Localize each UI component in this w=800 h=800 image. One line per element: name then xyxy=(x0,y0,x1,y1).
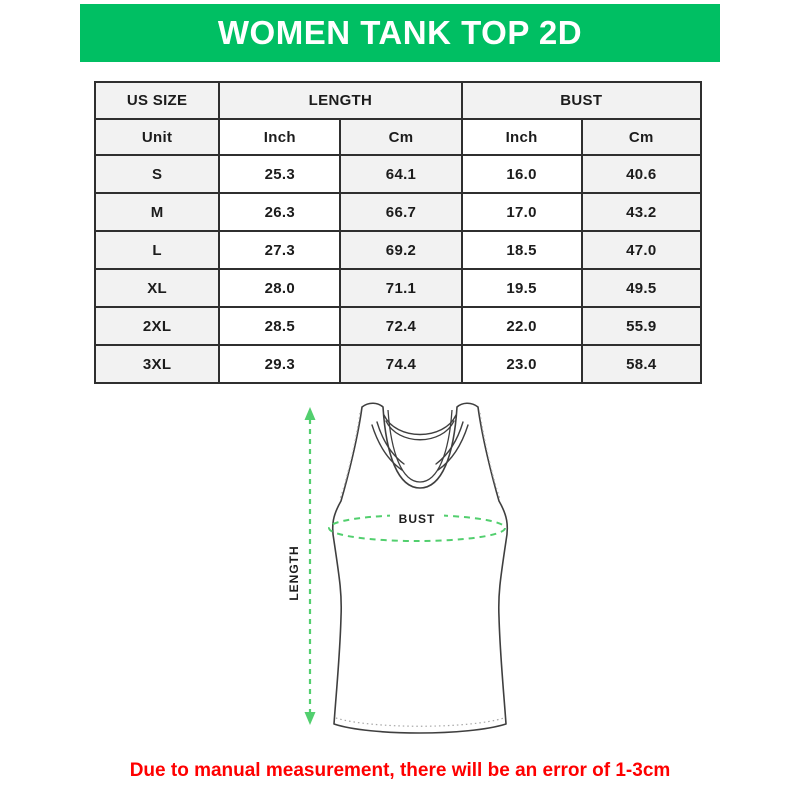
arrow-up-icon xyxy=(305,407,316,420)
size-value: 3XL xyxy=(95,345,219,383)
bust-cm-value: 58.4 xyxy=(582,345,701,383)
bust-cm-value: 49.5 xyxy=(582,269,701,307)
bust-inch-value: 22.0 xyxy=(462,307,582,345)
length-measure-line xyxy=(305,407,316,725)
length-cm-value: 74.4 xyxy=(340,345,461,383)
tank-top-outline xyxy=(333,403,508,733)
bust-cm-value: 47.0 xyxy=(582,231,701,269)
bust-cm-value: 40.6 xyxy=(582,155,701,193)
length-cm-value: 71.1 xyxy=(340,269,461,307)
size-chart-table xyxy=(94,81,702,384)
header-bust: BUST xyxy=(462,82,701,119)
length-inch-value: 28.0 xyxy=(219,269,340,307)
length-cm-value: 66.7 xyxy=(340,193,461,231)
bust-inch-value: 17.0 xyxy=(462,193,582,231)
bust-inch-value: 18.5 xyxy=(462,231,582,269)
bust-inch-label: Inch xyxy=(462,119,582,155)
length-cm-value: 72.4 xyxy=(340,307,461,345)
table-header-row xyxy=(95,82,701,119)
length-inch-value: 27.3 xyxy=(219,231,340,269)
measurement-note: Due to manual measurement, there will be an error of 1-3cm xyxy=(129,760,671,781)
length-inch-label: Inch xyxy=(219,119,340,155)
length-inch-value: 25.3 xyxy=(219,155,340,193)
size-value: M xyxy=(95,193,219,231)
header-us-size: US SIZE xyxy=(95,82,219,119)
table-row xyxy=(95,231,701,269)
length-label: LENGTH xyxy=(287,545,301,601)
table-row xyxy=(95,307,701,345)
bust-cm-value: 43.2 xyxy=(582,193,701,231)
size-value: XL xyxy=(95,269,219,307)
size-value: S xyxy=(95,155,219,193)
bust-cm-label: Cm xyxy=(582,119,701,155)
table-row xyxy=(95,345,701,383)
table-row xyxy=(95,155,701,193)
table-row xyxy=(95,269,701,307)
length-cm-value: 69.2 xyxy=(340,231,461,269)
header-length: LENGTH xyxy=(219,82,461,119)
bust-inch-value: 16.0 xyxy=(462,155,582,193)
length-cm-label: Cm xyxy=(340,119,461,155)
table-unit-row xyxy=(95,119,701,155)
length-cm-value: 64.1 xyxy=(340,155,461,193)
length-inch-value: 28.5 xyxy=(219,307,340,345)
bust-inch-value: 23.0 xyxy=(462,345,582,383)
bust-label: BUST xyxy=(398,512,436,526)
arrow-down-icon xyxy=(305,712,316,725)
size-value: 2XL xyxy=(95,307,219,345)
tank-top-diagram xyxy=(268,393,540,751)
title-banner xyxy=(80,4,720,62)
unit-label: Unit xyxy=(95,119,219,155)
size-value: L xyxy=(95,231,219,269)
table-row xyxy=(95,193,701,231)
page-title: WOMEN TANK TOP 2D xyxy=(217,14,583,51)
length-inch-value: 29.3 xyxy=(219,345,340,383)
bust-cm-value: 55.9 xyxy=(582,307,701,345)
bust-inch-value: 19.5 xyxy=(462,269,582,307)
length-inch-value: 26.3 xyxy=(219,193,340,231)
